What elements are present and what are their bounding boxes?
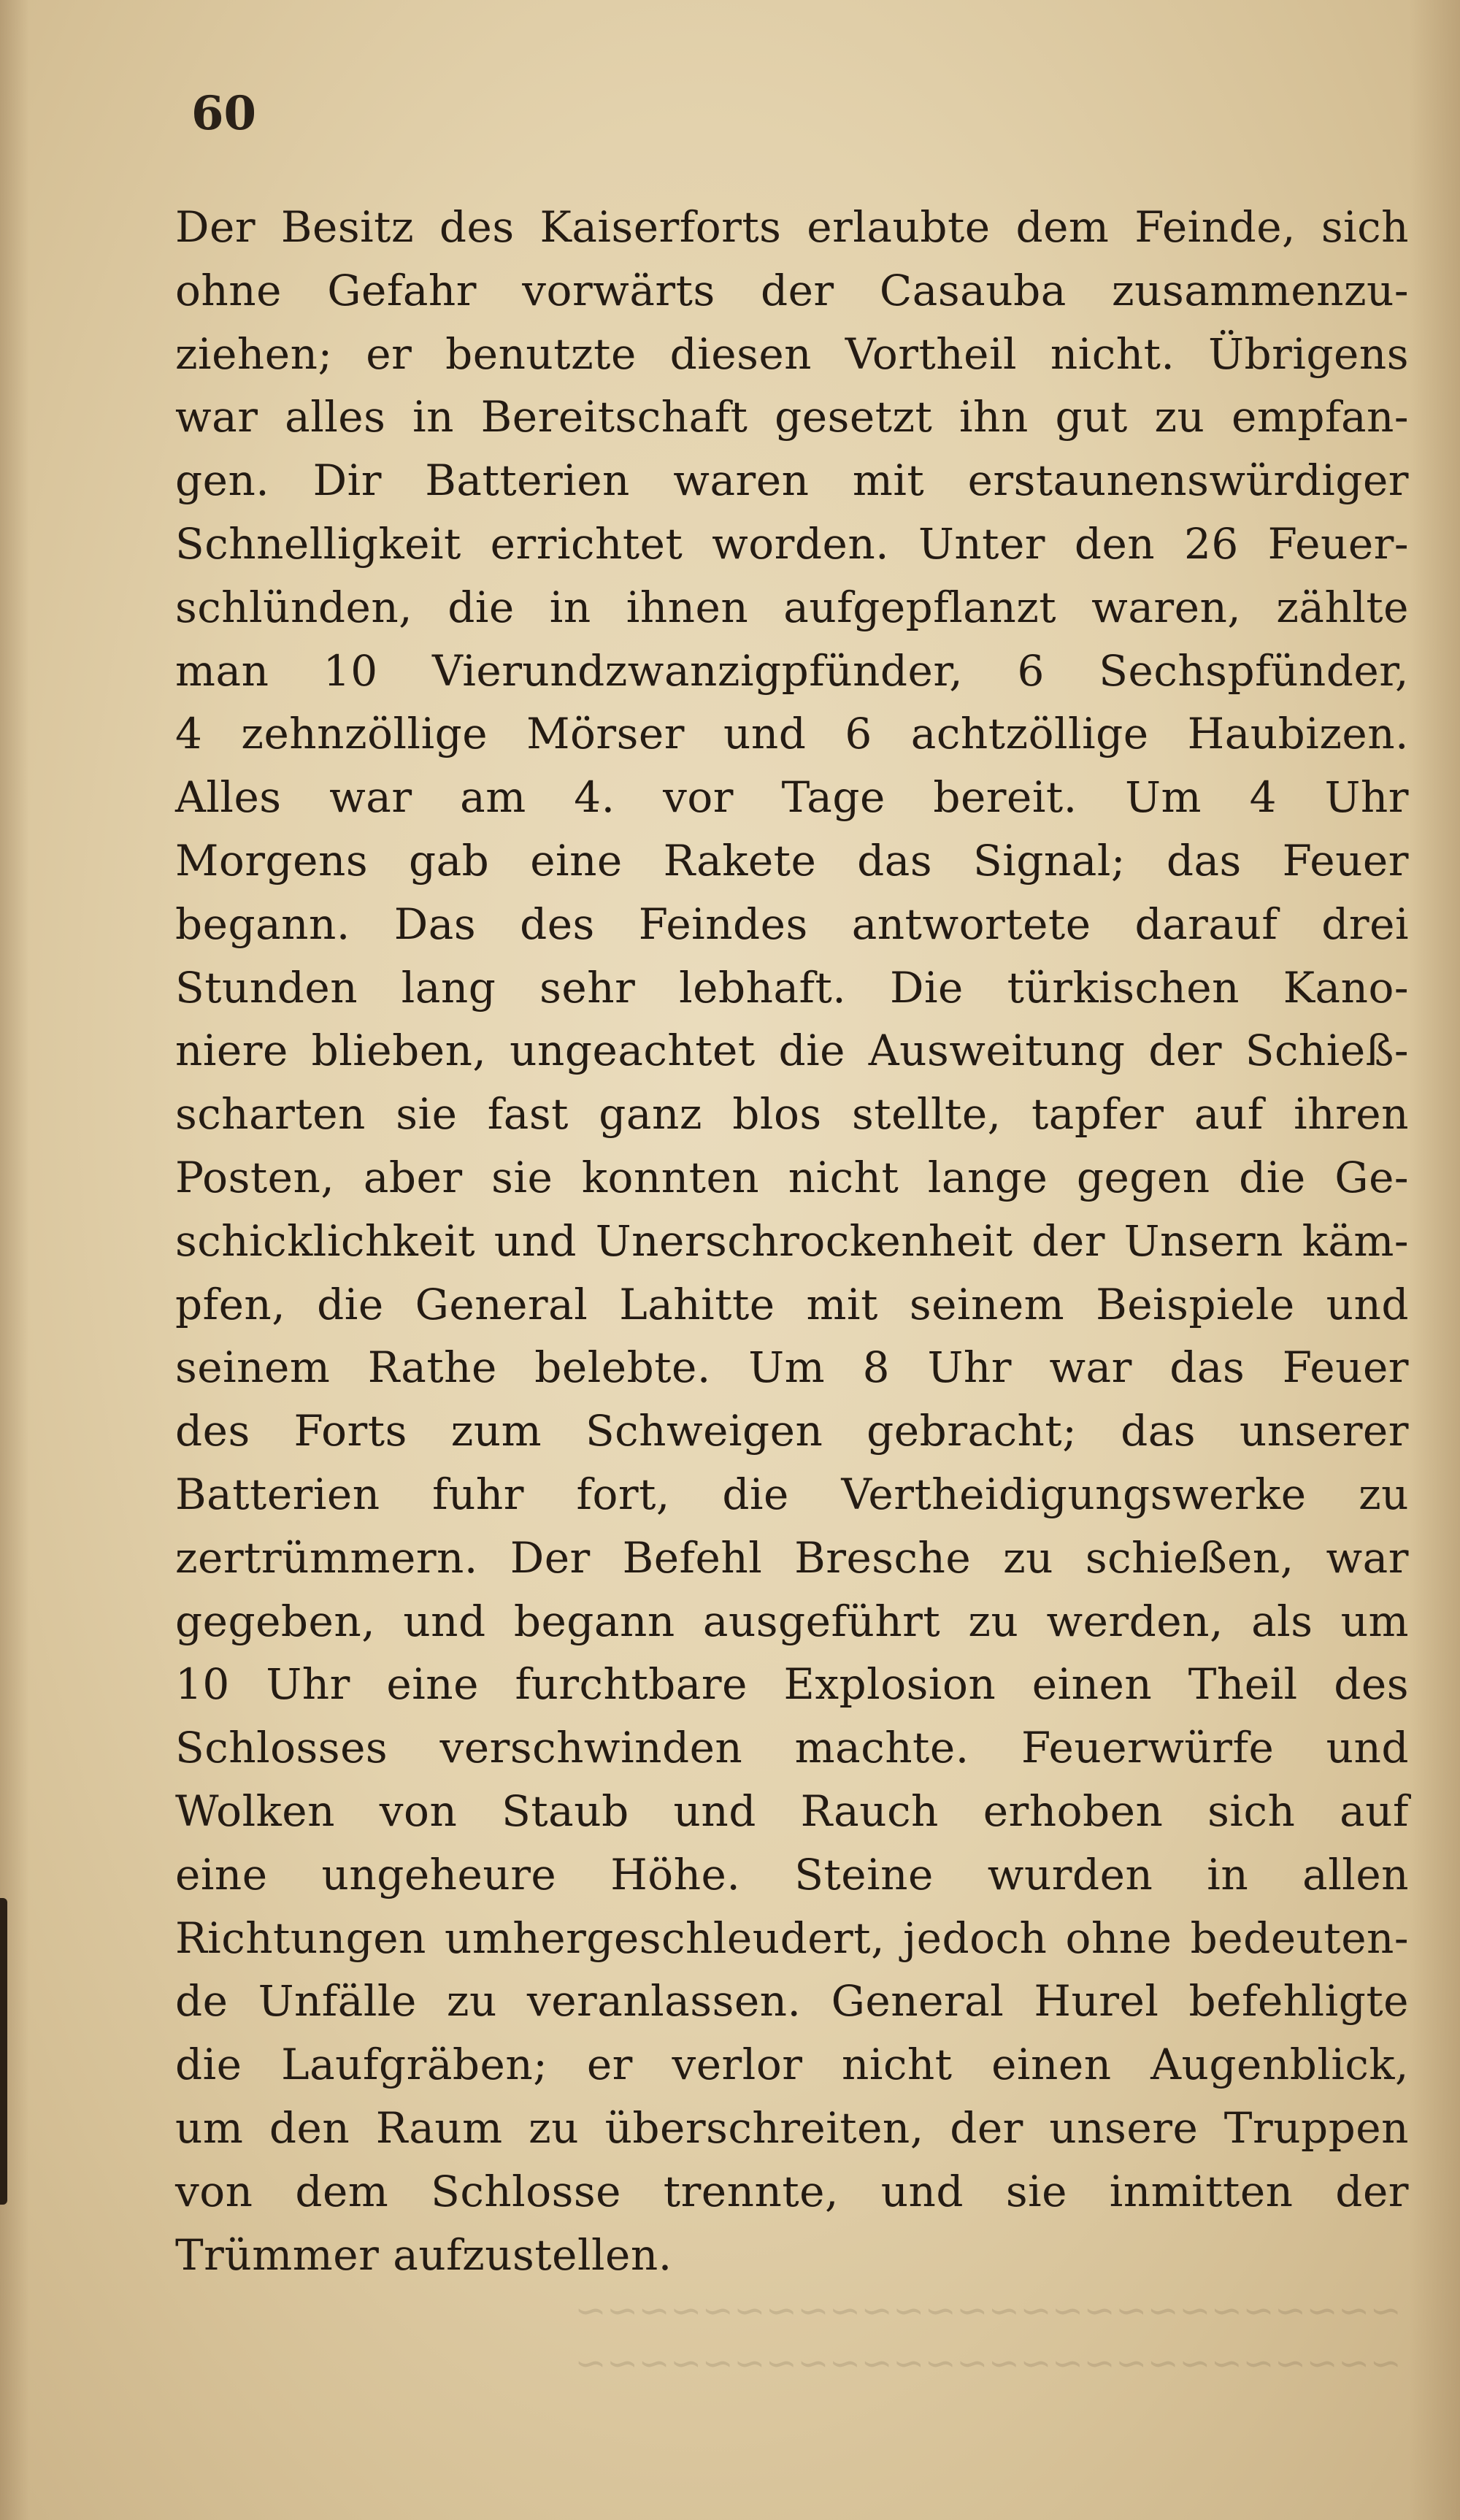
text-line: schicklichkeit und Unerschrockenheit der Unsern käm- xyxy=(175,1215,1409,1266)
text-line: man 10 Vierundzwanzigpfünder, 6 Sechspfünder, xyxy=(175,645,1409,696)
text-line: gegeben, und begann ausgeführt zu werden, als um xyxy=(175,1596,1409,1646)
text-line: Alles war am 4. vor Tage bereit. Um 4 Uhr xyxy=(175,772,1409,823)
text-line: Morgens gab eine Rakete das Signal; das Feuer xyxy=(175,835,1409,886)
text-line: seinem Rathe belebte. Um 8 Uhr war das Feuer xyxy=(175,1342,1409,1393)
body-text xyxy=(175,196,1409,2286)
text-line: 4 zehnzöllige Mörser und 6 achtzöllige Haubizen. xyxy=(175,709,1409,759)
text-line: ziehen; er benutzte diesen Vortheil nicht. Übrigens xyxy=(175,329,1409,379)
page-right-edge-shadow xyxy=(1409,0,1460,2520)
text-line: scharten sie fast ganz blos stellte, tapfer auf ihren xyxy=(175,1089,1409,1140)
text-line: Batterien fuhr fort, die Vertheidigungswerke zu xyxy=(175,1469,1409,1519)
text-line: Wolken von Staub und Rauch erhoben sich auf xyxy=(175,1786,1409,1836)
text-line: um den Raum zu überschreiten, der unsere Truppen xyxy=(175,2102,1409,2153)
text-line: 10 Uhr eine furchtbare Explosion einen Theil des xyxy=(175,1659,1409,1710)
text-line: Trümmer aufzustellen. xyxy=(175,2229,672,2280)
text-line: Der Besitz des Kaiserforts erlaubte dem Feinde, sich xyxy=(175,202,1409,252)
text-line: begann. Das des Feindes antwortete darauf drei xyxy=(175,899,1409,949)
text-line: niere blieben, ungeachtet die Ausweitung der Schieß- xyxy=(175,1026,1409,1076)
binding-edge-mark xyxy=(0,1898,7,2205)
text-line: de Unfälle zu veranlassen. General Hurel befehligte xyxy=(175,1976,1409,2027)
text-line: Posten, aber sie konnten nicht lange gegen die Ge- xyxy=(175,1152,1409,1202)
text-line: ohne Gefahr vorwärts der Casauba zusammenzu- xyxy=(175,265,1409,315)
text-line: gen. Dir Batterien waren mit erstaunenswürdiger xyxy=(175,456,1409,506)
text-line: schlünden, die in ihnen aufgepflanzt waren, zählte xyxy=(175,582,1409,632)
text-line: Richtungen umhergeschleudert, jedoch ohne bedeuten- xyxy=(175,1913,1409,1963)
text-line: die Laufgräben; er verlor nicht einen Augenblick, xyxy=(175,2040,1409,2090)
text-line: Stunden lang sehr lebhaft. Die türkischen Kano- xyxy=(175,962,1409,1013)
text-line: zertrümmern. Der Befehl Bresche zu schießen, war xyxy=(175,1532,1409,1583)
text-line: von dem Schlosse trennte, und sie inmitten der xyxy=(175,2166,1409,2216)
text-line: pfen, die General Lahitte mit seinem Beispiele und xyxy=(175,1279,1409,1329)
text-line: war alles in Bereitschaft gesetzt ihn gut zu empfan- xyxy=(175,392,1409,442)
text-line: Schnelligkeit errichtet worden. Unter den 26 Feuer- xyxy=(175,518,1409,569)
show-through-from-reverse-page: ~~~~~~~~~~~~~~~~~~~~~~~~~~ ~~~~~~~~~~~~~~~~~~~~~~~~~~ xyxy=(575,2289,1402,2386)
text-line: des Forts zum Schweigen gebracht; das unserer xyxy=(175,1406,1409,1456)
text-line: eine ungeheure Höhe. Steine wurden in allen xyxy=(175,1849,1409,1899)
page-number: 60 xyxy=(191,86,257,141)
text-line: Schlosses verschwinden machte. Feuerwürfe und xyxy=(175,1723,1409,1773)
